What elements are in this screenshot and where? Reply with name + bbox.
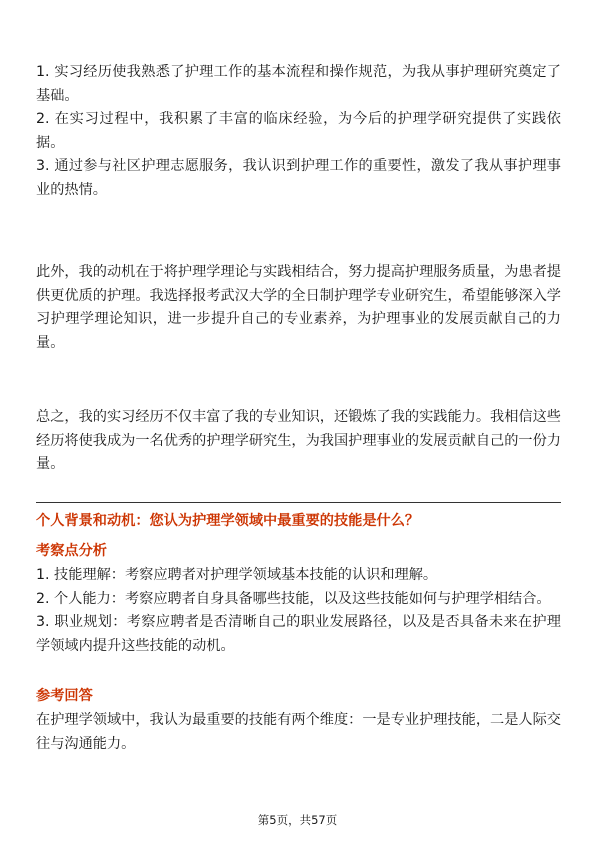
list-item: 3. 通过参与社区护理志愿服务，我认识到护理工作的重要性，激发了我从事护理事业的热情。 bbox=[36, 158, 561, 198]
analysis-list bbox=[36, 564, 561, 658]
answer-heading: 参考回答 bbox=[36, 688, 93, 704]
list-item: 1. 技能理解：考察应聘者对护理学领域基本技能的认识和理解。 bbox=[36, 567, 438, 583]
list-item: 2. 个人能力：考察应聘者自身具备哪些技能，以及这些技能如何与护理学相结合。 bbox=[36, 590, 551, 607]
section-divider bbox=[36, 502, 561, 503]
answer-text: 在护理学领域中，我认为最重要的技能有两个维度：一是专业护理技能，二是人际交往与沟通能力。 bbox=[36, 712, 561, 752]
paragraph-text: 此外，我的动机在于将护理学理论与实践相结合，努力提高护理服务质量，为患者提供更优质的护理。我选择报考武汉大学的全日制护理学专业研究生，希望能够深入学习护理学理论知识，进一步提升自己的专业素养，为护理事业的发展贡献自己的力量。 bbox=[36, 264, 561, 351]
paragraph-text: 总之，我的实习经历不仅丰富了我的专业知识，还锻炼了我的实践能力。我相信这些经历将使我成为一名优秀的护理学研究生，为我国护理事业的发展贡献自己的一份力量。 bbox=[36, 409, 561, 472]
answer-block bbox=[36, 709, 561, 756]
internship-list bbox=[36, 61, 561, 202]
summary-paragraph bbox=[36, 406, 561, 477]
motivation-paragraph bbox=[36, 261, 561, 355]
question-title: 个人背景和动机：您认为护理学领域中最重要的技能是什么？ bbox=[36, 513, 420, 529]
list-item: 3. 职业规划：考察应聘者是否清晰自己的职业发展路径，以及是否具备未来在护理学领域内提升这些技能的动机。 bbox=[36, 614, 561, 654]
page-number: 第5页，共57页 bbox=[257, 813, 338, 827]
analysis-heading: 考察点分析 bbox=[36, 543, 107, 559]
list-item: 2. 在实习过程中，我积累了丰富的临床经验，为今后的护理学研究提供了实践依据。 bbox=[36, 111, 561, 151]
list-item: 1. 实习经历使我熟悉了护理工作的基本流程和操作规范，为我从事护理研究奠定了基础。 bbox=[36, 64, 561, 104]
